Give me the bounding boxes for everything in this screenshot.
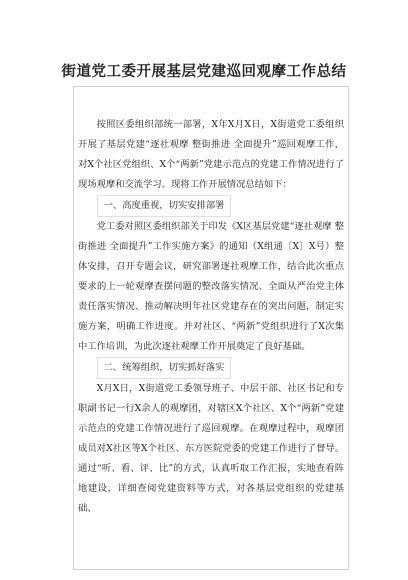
section-heading-2 xyxy=(78,357,344,379)
paragraph-intro: 按照区委组织部统一部署，X年X月X日，X街道党工委组织开展了基层党建“逐社观摩 整街推进 全面提升”巡回观摩工作，对X个社区党组织、X个“两新”党建示范点的党建工作情况进行了现场观摩和交流学习。现将工作开展情况总结如下： xyxy=(78,119,344,190)
paragraph-section-2: X月X日，X街道党工委领导班子、中层干部、社区书记和专职副书记一行X余人的观摩团，对辖区X个社区、X个“两新”党建示范点的党建工作情况进行了巡回观摩。在观摩过程中，观摩团成员对X社区等X个社区、东方医院党委的党建工作进行了督导。通过“听、看、评、比”的方式，认真听取工作汇报，实地查看阵地建设，详细查阅党建资料等方式，对各基层党组织的党建基础、 xyxy=(78,383,344,514)
section-heading-2-label: 二、统筹组织，切实抓好落实 xyxy=(97,357,232,379)
section-heading-1 xyxy=(78,195,344,217)
paragraph-section-1: 党工委对照区委组织部关于印发《X区基层党建“逐社观摩 整街推进 全面提升”工作实施方案》的通知（X组通〔X〕X号）整体安排，召开专题会议，研究部署逐社观摩工作，结合此次重点要求的上一轮观摩查摆问题的整改落实情况、全面从严治党主体责任落实情况、推动解决明年社区党建存在的突出问题，制定实施方案，明确工作进度。并对社区、“两新”党组织进行了X次集中工作培训，为此次逐社观摩工作开展奠定了良好基础。 xyxy=(78,221,344,352)
document-body xyxy=(78,115,344,519)
document-title: 街道党工委开展基层党建巡回观摩工作总结 xyxy=(61,63,347,80)
section-heading-1-label: 一、高度重视，切实安排部署 xyxy=(97,195,232,217)
